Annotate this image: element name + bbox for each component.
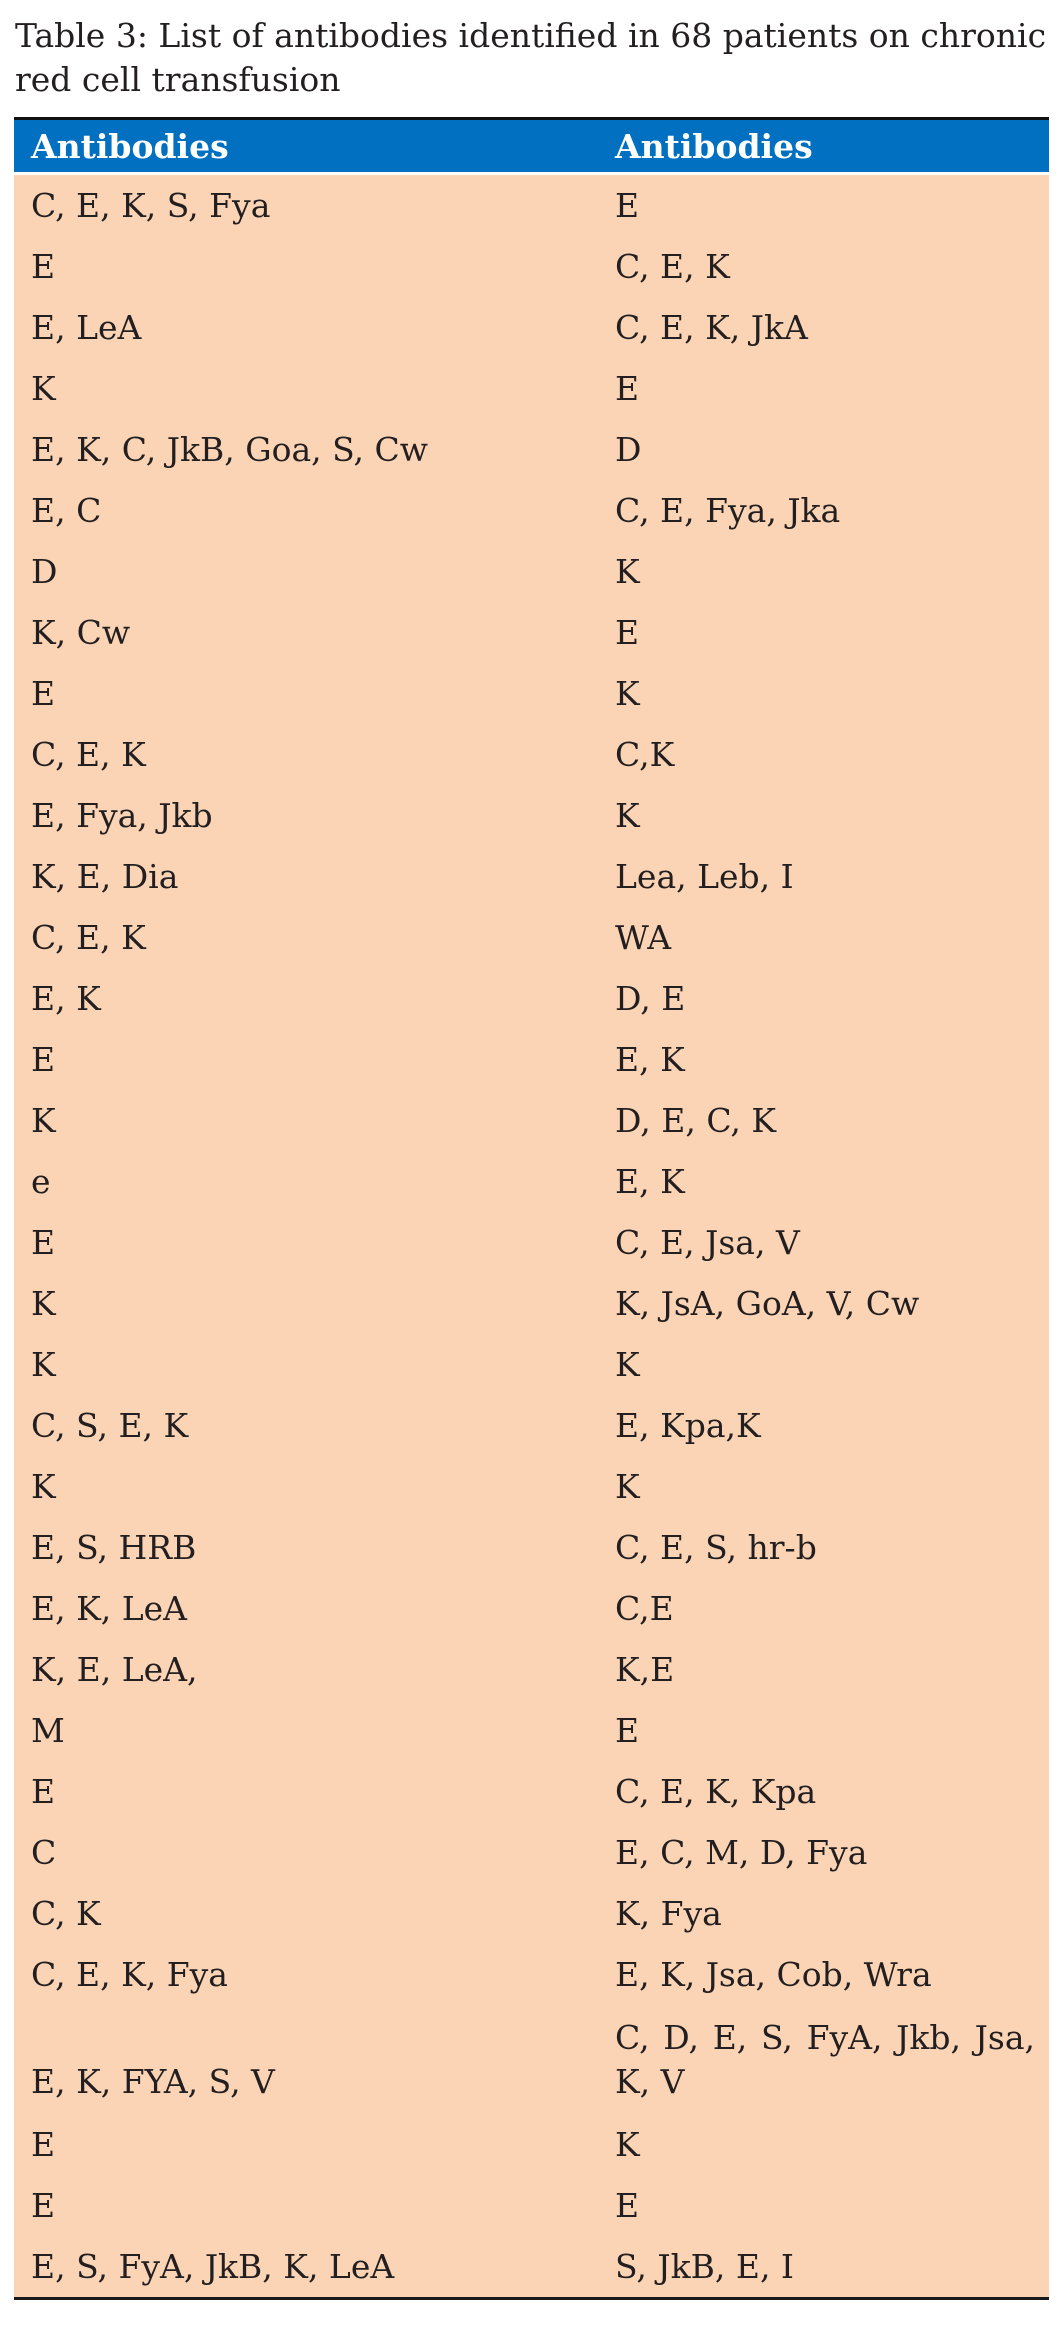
antibodies-table xyxy=(14,117,1049,2300)
table-cell: K xyxy=(615,551,640,591)
table-cell: K, Fya xyxy=(615,1893,722,1933)
table-row xyxy=(14,2005,1049,2114)
table-cell: E, Fya, Jkb xyxy=(31,795,213,835)
table-caption: Table 3: List of antibodies identified in 68 patients on chronic red cell transfusion xyxy=(15,16,1047,99)
table-cell: E xyxy=(31,673,56,713)
table-cell: C, E, Fya, Jka xyxy=(615,490,841,530)
table-row xyxy=(14,1334,1049,1395)
table-cell: E xyxy=(31,2124,56,2164)
table-cell: K,E xyxy=(615,1649,675,1689)
table-cell: E xyxy=(31,1771,56,1811)
table-cell: E, K, LeA xyxy=(31,1588,187,1628)
table-cell: C, E, K, Fya xyxy=(31,1954,228,1994)
table-row xyxy=(14,541,1049,602)
table-cell: E xyxy=(31,1222,56,1262)
table-cell: K xyxy=(615,1344,640,1384)
table-row xyxy=(14,907,1049,968)
table-row xyxy=(14,358,1049,419)
table-cell: E, K, Jsa, Cob, Wra xyxy=(615,1954,932,1994)
table-cell: K xyxy=(615,2124,640,2164)
table-cell: C, K xyxy=(31,1893,101,1933)
table-row xyxy=(14,785,1049,846)
table-row xyxy=(14,1761,1049,1822)
column-header-antibodies-1: Antibodies xyxy=(31,126,229,166)
table-body xyxy=(14,175,1049,2297)
table-cell: e xyxy=(31,1161,51,1201)
table-row xyxy=(14,1578,1049,1639)
table-cell: E xyxy=(31,246,56,286)
table-row xyxy=(14,1456,1049,1517)
table-cell: C, E, K, S, Fya xyxy=(31,185,271,225)
table-cell: K xyxy=(31,1100,56,1140)
table-cell: E xyxy=(615,185,640,225)
table-row xyxy=(14,2236,1049,2297)
table-cell: S, JkB, E, I xyxy=(615,2246,794,2286)
table-cell: K xyxy=(31,1344,56,1384)
table-row xyxy=(14,2175,1049,2236)
table-cell: E, K, C, JkB, Goa, S, Cw xyxy=(31,429,428,469)
table-row xyxy=(14,297,1049,358)
table-row xyxy=(14,480,1049,541)
table-cell: K xyxy=(31,1283,56,1323)
table-row xyxy=(14,1151,1049,1212)
table-cell: E xyxy=(615,612,640,652)
table-cell: K xyxy=(615,795,640,835)
table-row xyxy=(14,663,1049,724)
table-cell: E xyxy=(615,2185,640,2225)
table-row xyxy=(14,1944,1049,2005)
table-cell: C, E, K xyxy=(31,917,146,957)
table-header-row xyxy=(14,117,1049,175)
table-cell: E, K xyxy=(615,1161,685,1201)
table-cell: E, K xyxy=(615,1039,685,1079)
table-row xyxy=(14,2114,1049,2175)
table-cell: E, S, HRB xyxy=(31,1527,197,1567)
table-cell: E, K, FYA, S, V xyxy=(31,2062,275,2101)
table-row xyxy=(14,1822,1049,1883)
table-row xyxy=(14,846,1049,907)
table-cell: C, S, E, K xyxy=(31,1405,189,1445)
table-cell: K xyxy=(615,673,640,713)
table-cell: C, E, K, Kpa xyxy=(615,1771,817,1811)
table-cell: Lea, Leb, I xyxy=(615,856,794,896)
table-cell: E xyxy=(615,368,640,408)
table-cell: D xyxy=(615,429,642,469)
table-row xyxy=(14,602,1049,663)
table-cell: C, E, K xyxy=(615,246,730,286)
table-cell: E, K xyxy=(31,978,101,1018)
table-cell: C, D, E, S, FyA, Jkb, Jsa, K, V xyxy=(615,2017,1035,2101)
table-row xyxy=(14,1700,1049,1761)
table-cell: E, S, FyA, JkB, K, LeA xyxy=(31,2246,395,2286)
table-cell: K xyxy=(31,1466,56,1506)
table-row xyxy=(14,1639,1049,1700)
table-cell: E xyxy=(615,1710,640,1750)
table-cell: E xyxy=(31,1039,56,1079)
table-cell: M xyxy=(31,1710,65,1750)
table-cell: D xyxy=(31,551,58,591)
table-cell: C, E, Jsa, V xyxy=(615,1222,800,1262)
table-cell: K, JsA, GoA, V, Cw xyxy=(615,1283,920,1323)
table-cell: E, C xyxy=(31,490,102,530)
table-cell: C,K xyxy=(615,734,675,774)
table-row xyxy=(14,1273,1049,1334)
table-cell: E, LeA xyxy=(31,307,142,347)
table-row xyxy=(14,1517,1049,1578)
table-cell: C, E, S, hr-b xyxy=(615,1527,817,1567)
table-row xyxy=(14,175,1049,236)
table-row xyxy=(14,236,1049,297)
table-cell: C, E, K xyxy=(31,734,146,774)
table-cell: C, E, K, JkA xyxy=(615,307,808,347)
table-cell: K, E, Dia xyxy=(31,856,179,896)
table-cell: K, E, LeA, xyxy=(31,1649,198,1689)
table-row xyxy=(14,1883,1049,1944)
table-row xyxy=(14,724,1049,785)
table-cell: C xyxy=(31,1832,57,1872)
table-row xyxy=(14,419,1049,480)
table-row xyxy=(14,1212,1049,1273)
column-header-antibodies-2: Antibodies xyxy=(615,126,813,166)
table-cell: D, E xyxy=(615,978,686,1018)
table-row xyxy=(14,1029,1049,1090)
table-cell: E, Kpa,K xyxy=(615,1405,761,1445)
table-cell: K xyxy=(615,1466,640,1506)
table-cell: E xyxy=(31,2185,56,2225)
table-cell: E, C, M, D, Fya xyxy=(615,1832,868,1872)
table-cell: C,E xyxy=(615,1588,674,1628)
table-row xyxy=(14,1395,1049,1456)
table-cell: K xyxy=(31,368,56,408)
table-cell: D, E, C, K xyxy=(615,1100,777,1140)
table-cell: K, Cw xyxy=(31,612,131,652)
table-cell: WA xyxy=(615,917,672,957)
table-row xyxy=(14,968,1049,1029)
table-row xyxy=(14,1090,1049,1151)
